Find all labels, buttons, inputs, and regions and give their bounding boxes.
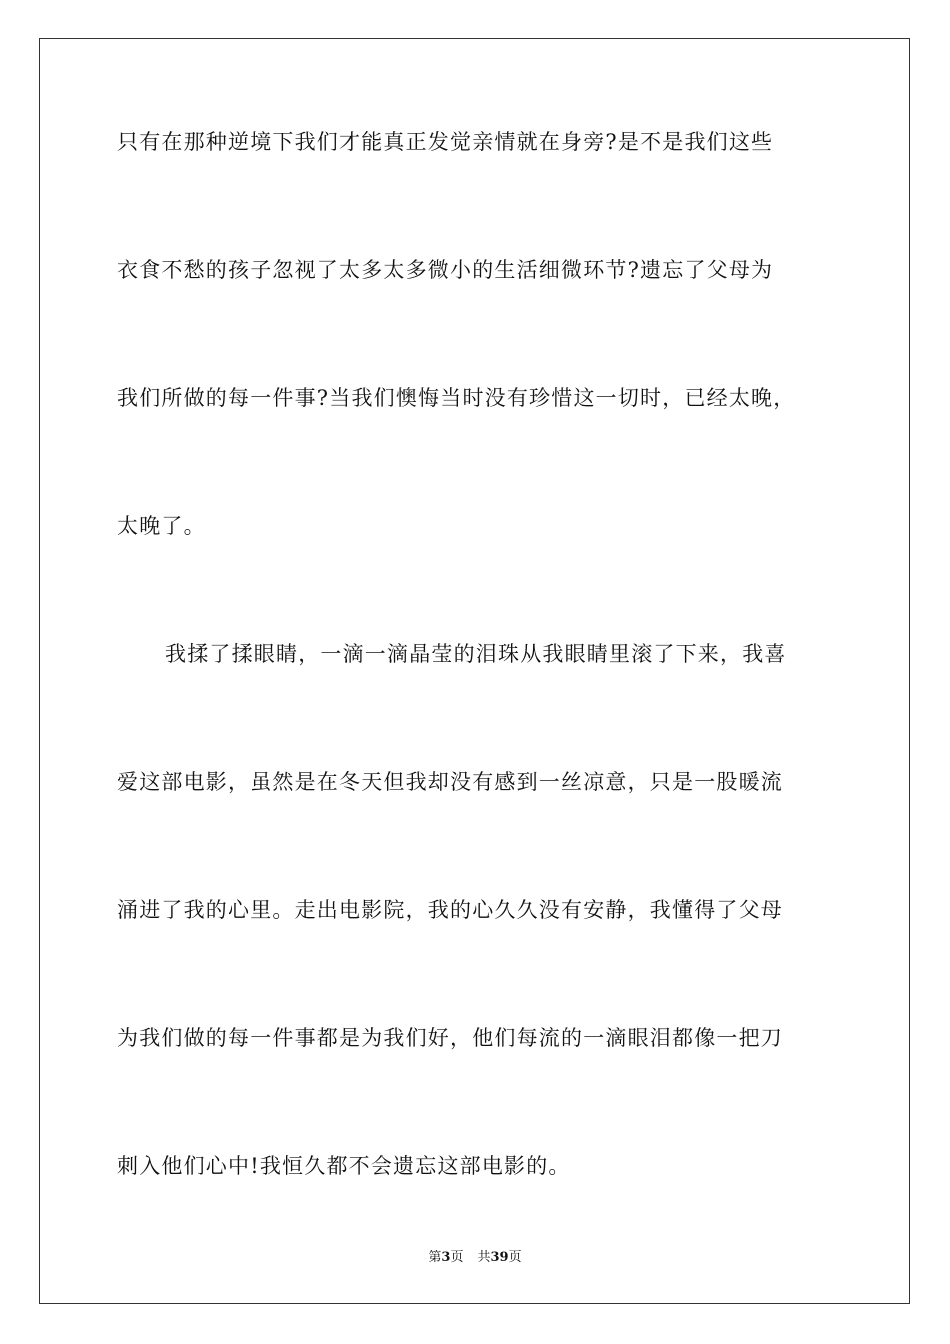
total-pages: 39 [490,1250,509,1265]
text-line-2: 衣食不愁的孩子忽视了太多太多微小的生活细微环节?遗忘了父母为 [117,258,774,282]
text-line-1: 只有在那种逆境下我们才能真正发觉亲情就在身旁?是不是我们这些 [117,130,774,154]
page-suffix: 页 [450,1250,464,1265]
page-prefix: 第 [428,1250,442,1265]
text-line-9: 刺入他们心中!我恒久都不会遗忘这部电影的。 [117,1154,571,1178]
text-line-5: 我揉了揉眼睛，一滴一滴晶莹的泪珠从我眼睛里滚了下来，我喜 [165,642,787,666]
text-line-6: 爱这部电影，虽然是在冬天但我却没有感到一丝凉意，只是一股暖流 [117,770,783,794]
text-line-8: 为我们做的每一件事都是为我们好，他们每流的一滴眼泪都像一把刀 [117,1026,783,1050]
text-line-7: 涌进了我的心里。走出电影院，我的心久久没有安静，我懂得了父母 [117,898,783,922]
total-prefix: 共 [477,1250,491,1265]
document-body [117,130,837,1282]
page-number: 3 [441,1250,451,1265]
page-footer [0,1246,950,1265]
total-suffix: 页 [508,1250,522,1265]
text-line-4: 太晚了。 [117,514,206,538]
text-line-3: 我们所做的每一件事?当我们懊悔当时没有珍惜这一切时，已经太晚， [117,386,796,410]
